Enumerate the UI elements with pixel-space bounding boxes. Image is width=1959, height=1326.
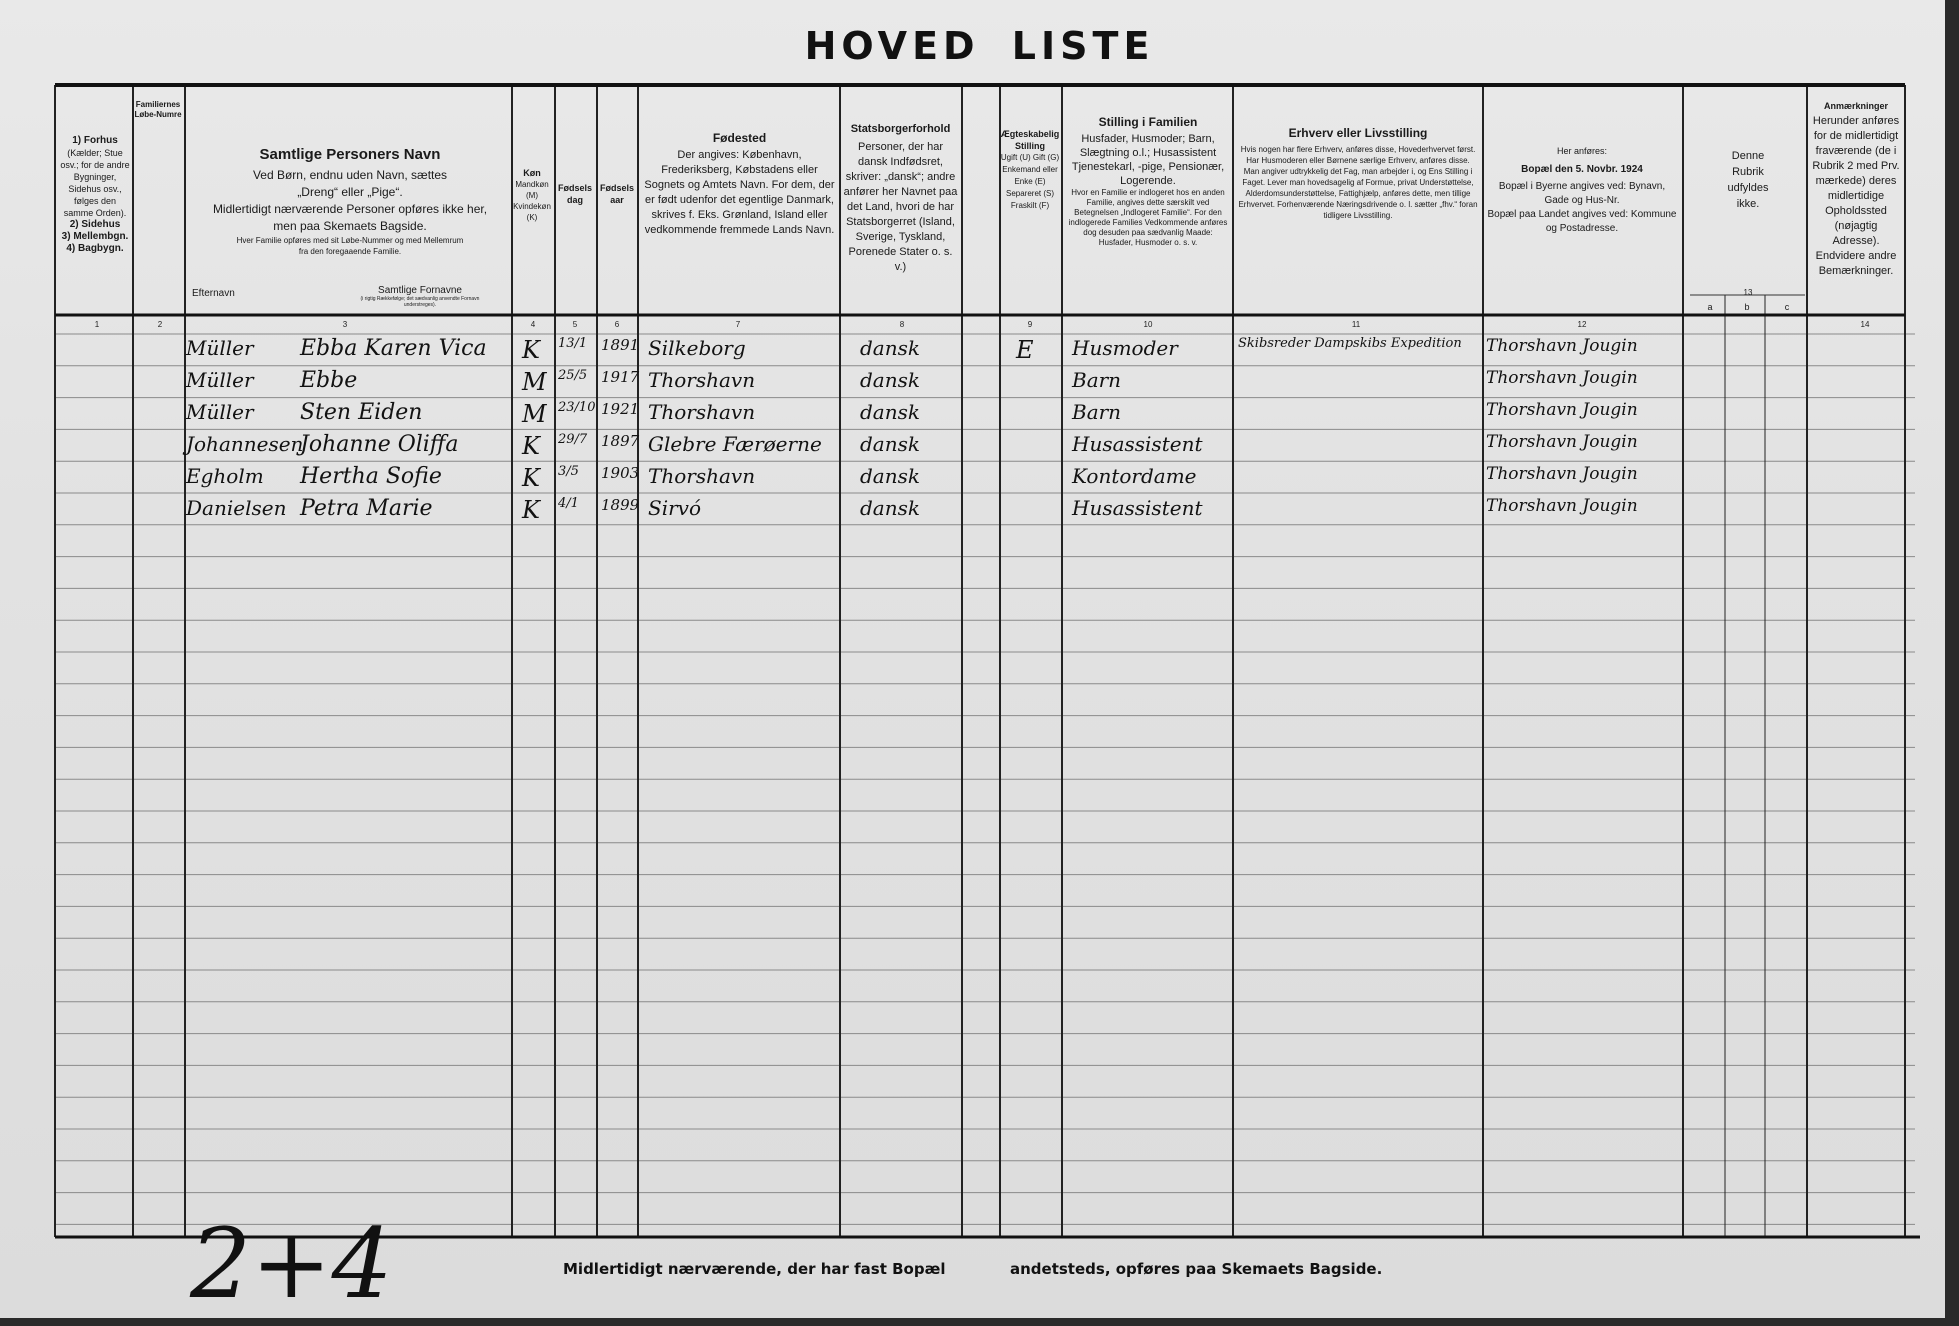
colnum-13: 13 bbox=[1743, 288, 1753, 297]
cell-year: 1899 bbox=[601, 496, 640, 514]
col13a-label: a bbox=[1707, 302, 1713, 312]
footer-note-right: andetsteds, opføres paa Skemaets Bagside. bbox=[1010, 1260, 1383, 1278]
col5-header: Fødselsdag bbox=[558, 183, 593, 205]
col12-header: Her anføres: Bopæl den 5. Novbr. 1924 Bopæl i Byerne angives ved: Bynavn, Gade og Hus-Nr. Bopæl paa Landet angives ved: Kommune og Postadresse. bbox=[1487, 146, 1677, 234]
cell-day: 29/7 bbox=[558, 432, 588, 447]
cell-family-position: Husmoder bbox=[1072, 336, 1178, 360]
cell-citizenship: dansk bbox=[860, 432, 920, 456]
colnum-6: 6 bbox=[614, 320, 620, 329]
cell-sex: K bbox=[522, 336, 540, 364]
cell-birthplace: Thorshavn bbox=[648, 400, 756, 424]
cell-year: 1917 bbox=[601, 368, 640, 386]
page-title: HOVED LISTE bbox=[804, 24, 1155, 68]
cell-family-position: Kontordame bbox=[1072, 464, 1197, 488]
cell-sex: M bbox=[522, 400, 547, 428]
col13b-label: b bbox=[1744, 302, 1750, 312]
col3-sub-fornavne: Samtlige Fornavne (i rigtig Rækkefølge; det sædvanlig anvendte Fornavn understreges). bbox=[360, 285, 480, 308]
col4-header: Køn Mandkøn (M) Kvindekøn (K) bbox=[513, 168, 551, 222]
cell-residence: Thorshavn Jougin bbox=[1486, 336, 1638, 356]
col3-header: Samtlige Personers Navn Ved Børn, endnu uden Navn, sættes „Dreng“ eller „Pige“. Midlertidigt nærværende Personer opføres ikke her, men paa Skemaets Bagside. Hver Familie opføres med sit Løbe-Nummer og med Mellemrum fra den foregaaende Familie. bbox=[212, 146, 488, 256]
cell-residence: Thorshavn Jougin bbox=[1486, 368, 1638, 388]
cell-family-position: Barn bbox=[1072, 400, 1122, 424]
cell-year: 1891 bbox=[601, 336, 640, 354]
col6-header: Fødselsaar bbox=[600, 183, 635, 205]
cell-marital: E bbox=[1016, 336, 1034, 364]
cell-residence: Thorshavn Jougin bbox=[1486, 496, 1638, 516]
cell-day: 13/1 bbox=[558, 336, 588, 351]
colnum-11: 11 bbox=[1351, 320, 1361, 329]
cell-citizenship: dansk bbox=[860, 400, 920, 424]
cell-year: 1921 bbox=[601, 400, 640, 418]
cell-given: Ebbe bbox=[300, 368, 358, 393]
cell-citizenship: dansk bbox=[860, 336, 920, 360]
cell-surname: Müller bbox=[186, 368, 254, 392]
col13c-label: c bbox=[1784, 302, 1790, 312]
colnum-8: 8 bbox=[899, 320, 905, 329]
cell-day: 4/1 bbox=[558, 496, 579, 511]
cell-family-position: Husassistent bbox=[1072, 496, 1203, 520]
tally-note: 2+4 bbox=[190, 1208, 393, 1320]
colnum-7: 7 bbox=[735, 320, 741, 329]
col3-sub-efternavn: Efternavn bbox=[192, 288, 235, 299]
cell-given: Sten Eiden bbox=[300, 400, 423, 425]
cell-given: Johanne Oliffa bbox=[300, 432, 459, 457]
cell-surname: Danielsen bbox=[186, 496, 287, 520]
cell-sex: K bbox=[522, 432, 540, 460]
cell-surname: Johannesen bbox=[186, 432, 304, 456]
cell-surname: Müller bbox=[186, 336, 254, 360]
colnum-2: 2 bbox=[157, 320, 163, 329]
colnum-14: 14 bbox=[1860, 320, 1870, 329]
cell-surname: Müller bbox=[186, 400, 254, 424]
col2-header: Familiernes Løbe-Numre bbox=[134, 100, 182, 119]
cell-birthplace: Sirvó bbox=[648, 496, 701, 520]
col8-header: Statsborgerforhold Personer, der har dansk Indfødsret, skriver: „dansk“; andre anfører her Navnet paa det Land, hvori de har Statsborgerret (Island, Sverige, Tyskland, Porenede Stater o. s. v.) bbox=[843, 123, 958, 273]
cell-sex: M bbox=[522, 368, 547, 396]
cell-birthplace: Thorshavn bbox=[648, 368, 756, 392]
scan-edge-right bbox=[1945, 0, 1959, 1326]
cell-birthplace: Silkeborg bbox=[648, 336, 746, 360]
col13-header: Denne Rubrik udfyldes ikke. bbox=[1727, 150, 1769, 210]
col7-header: Fødested Der angives: København, Frederiksberg, Købstadens eller Sognets og Amtets Navn. For dem, der er født udenfor det egentlige Danmark, skrives f. Eks. Grønland, Island eller vedkommende fremmede Lands Navn. bbox=[644, 131, 835, 236]
cell-year: 1903 bbox=[601, 464, 640, 482]
colnum-4: 4 bbox=[530, 320, 536, 329]
col1-header: 1) Forhus (Kælder; Stue osv.; for de andre Bygninger, Sidehus osv., følges den samme Orden). 2) Sidehus 3) Mellembgn. 4) Bagbygn. bbox=[60, 135, 130, 254]
cell-surname: Egholm bbox=[186, 464, 264, 488]
cell-year: 1897 bbox=[601, 432, 640, 450]
cell-citizenship: dansk bbox=[860, 496, 920, 520]
cell-day: 25/5 bbox=[558, 368, 588, 383]
cell-citizenship: dansk bbox=[860, 464, 920, 488]
cell-day: 23/10 bbox=[558, 400, 596, 415]
cell-sex: K bbox=[522, 464, 540, 492]
colnum-1: 1 bbox=[94, 320, 100, 329]
cell-residence: Thorshavn Jougin bbox=[1486, 400, 1638, 420]
cell-residence: Thorshavn Jougin bbox=[1486, 464, 1638, 484]
col11-header: Erhverv eller Livsstilling Hvis nogen har flere Erhverv, anføres disse, Hovederhvervet først. Har Husmoderen eller Børnene særlige Erhverv, anføres disse. Man angiver udtrykkelig det Fag, man arbejder i, og Ens Stilling i Faget. Lever man hovedsagelig af Formue, privat Understøttelse, Alderdomsunderstøttelse, Fattighjælp, anføres dette, men tillige Erhvervet. Forhenværende Næringsdrivende o. l. sætter „fhv.“ foran tidligere Livsstilling. bbox=[1238, 126, 1478, 220]
footer-note-left: Midlertidigt nærværende, der har fast Bopæl bbox=[563, 1260, 946, 1278]
cell-given: Ebba Karen Vica bbox=[300, 336, 487, 361]
cell-birthplace: Thorshavn bbox=[648, 464, 756, 488]
cell-day: 3/5 bbox=[558, 464, 579, 479]
cell-birthplace: Glebre Færøerne bbox=[648, 432, 822, 456]
cell-given: Hertha Sofie bbox=[300, 464, 442, 489]
colnum-3: 3 bbox=[342, 320, 348, 329]
cell-citizenship: dansk bbox=[860, 368, 920, 392]
cell-occupation: Skibsreder Dampskibs Expedition bbox=[1238, 336, 1462, 351]
cell-family-position: Barn bbox=[1072, 368, 1122, 392]
colnum-12: 12 bbox=[1577, 320, 1587, 329]
colnum-5: 5 bbox=[572, 320, 578, 329]
cell-given: Petra Marie bbox=[300, 496, 433, 521]
cell-residence: Thorshavn Jougin bbox=[1486, 432, 1638, 452]
colnum-9: 9 bbox=[1027, 320, 1033, 329]
cell-sex: K bbox=[522, 496, 540, 524]
col10-header: Stilling i Familien Husfader, Husmoder; Barn, Slægtning o.l.; Husassistent Tjenestekarl, -pige, Pensionær, Logerende. Hvor en Familie er indlogeret hos en anden Familie, angives dette særskilt ved Betegnelsen „Indlogeret Familie“. For den indlogerede Families Vedkommende anføres dog desuden paa sædvanlig Maade: Husfader, Husmoder o. s. v. bbox=[1068, 115, 1228, 247]
colnum-10: 10 bbox=[1143, 320, 1153, 329]
col14-header: Anmærkninger Herunder anføres for de midlertidigt fraværende (de i Rubrik 2 med Prv. mærkede) deres midlertidige Opholdssted (nøjagtig Adresse). Endvidere andre Bemærkninger. bbox=[1812, 101, 1900, 277]
cell-family-position: Husassistent bbox=[1072, 432, 1203, 456]
col9-header: Ægteskabelig Stilling Ugift (U) Gift (G) Enkemand eller Enke (E) Separeret (S) Fraskilt (F) bbox=[1000, 129, 1060, 210]
